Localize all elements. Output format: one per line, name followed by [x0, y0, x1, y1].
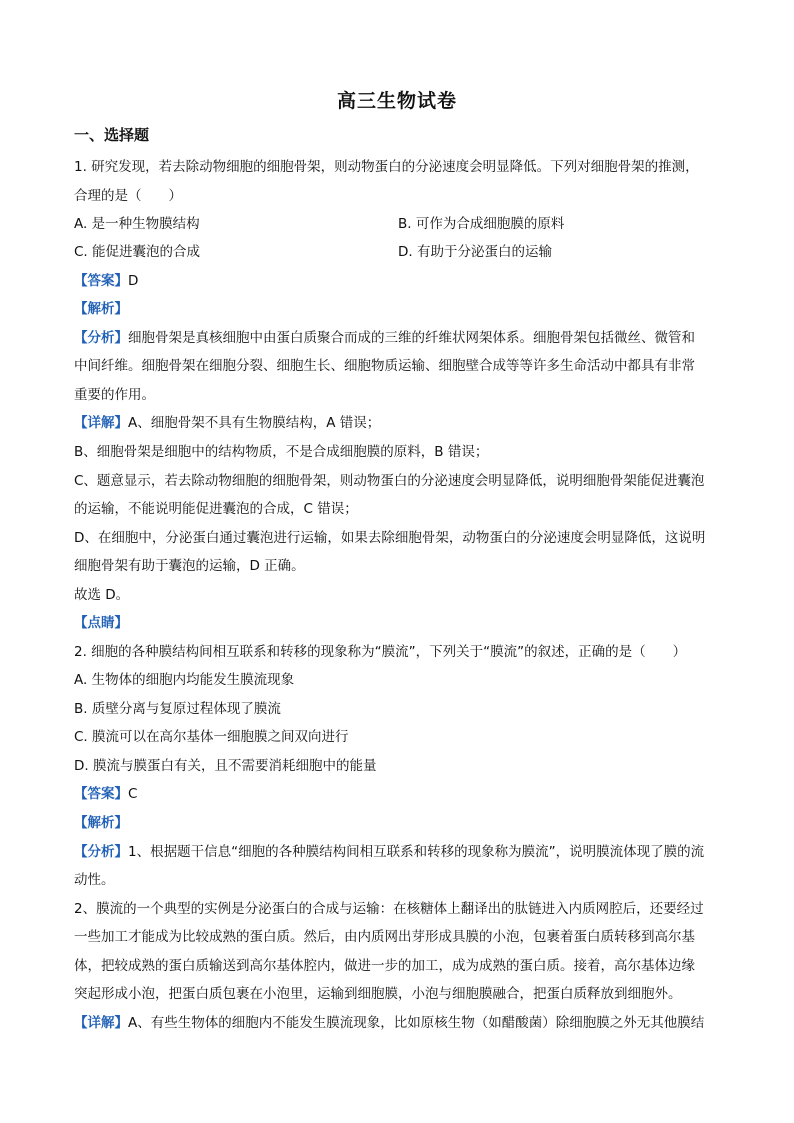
jiexi-tag: 【解析】 [74, 815, 128, 831]
q2-option-d: D. 膜流与膜蛋白有关，且不需要消耗细胞中的能量 [74, 758, 377, 774]
q1-option-a: A. 是一种生物膜结构 [74, 216, 200, 232]
xiangjie-tag: 【详解】 [74, 415, 128, 431]
jiexi-tag: 【解析】 [74, 301, 128, 317]
q1-explain-d2: 细胞骨架有助于囊泡的运输，D 正确。 [74, 558, 305, 574]
q1-choose: 故选 D。 [74, 587, 130, 603]
fenxi-text: 细胞骨架是真核细胞中由蛋白质聚合而成的三维的纤维状网架体系。细胞骨架包括微丝、微管和 [128, 330, 695, 346]
fenxi-tag: 【分析】 [74, 844, 128, 860]
dianjing-tag: 【点睛】 [74, 615, 128, 631]
q2-answer [74, 784, 734, 804]
answer-value: C [128, 786, 138, 802]
answer-value: D [128, 273, 139, 289]
section-heading: 一、选择题 [74, 126, 150, 144]
xiangjie-text: A、有些生物体的细胞内不能发生膜流现象，比如原核生物（如醋酸菌）除细胞膜之外无其他膜结 [128, 1015, 705, 1031]
q2-fenxi-2-line3: 体，把较成熟的蛋白质输送到高尔基体腔内，做进一步的加工，成为成熟的蛋白质。接着，高尔基体边缘 [74, 958, 695, 974]
q1-fenxi-line2: 中间纤维。细胞骨架在细胞分裂、细胞生长、细胞物质运输、细胞壁合成等等许多生命活动中都具有非常 [74, 358, 695, 374]
q2-fenxi-2-line2: 一些加工才能成为比较成熟的蛋白质。然后，由内质网出芽形成具膜的小泡，包裹着蛋白质转移到高尔基 [74, 929, 695, 945]
q2-fenxi-2-line1: 2、膜流的一个典型的实例是分泌蛋白的合成与运输：在核糖体上翻译出的肽链进入内质网腔后，还要经过 [74, 901, 704, 917]
q1-fenxi-line1 [74, 328, 734, 348]
q2-option-a: A. 生物体的细胞内均能发生膜流现象 [74, 672, 295, 688]
q2-fenxi-line2: 动性。 [74, 872, 115, 888]
q1-option-c: C. 能促进囊泡的合成 [74, 244, 201, 260]
fenxi-text: 1、根据题干信息“细胞的各种膜结构间相互联系和转移的现象称为膜流”，说明膜流体现了膜的流 [128, 844, 705, 860]
answer-tag: 【答案】 [74, 273, 128, 289]
q2-option-c: C. 膜流可以在高尔基体一细胞膜之间双向进行 [74, 729, 349, 745]
q1-option-b: B. 可作为合成细胞膜的原料 [398, 216, 565, 232]
q2-jiexi [74, 813, 734, 833]
q1-dianjing [74, 613, 734, 633]
q1-option-d: D. 有助于分泌蛋白的运输 [398, 244, 552, 260]
q2-xiangjie-line1 [74, 1013, 734, 1033]
q1-explain-c1: C、题意显示，若去除动物细胞的细胞骨架，则动物蛋白的分泌速度会明显降低，说明细胞骨架能促进囊泡 [74, 473, 705, 489]
q2-fenxi-line1 [74, 842, 734, 862]
q1-explain-d1: D、在细胞中，分泌蛋白通过囊泡进行运输，如果去除细胞骨架，动物蛋白的分泌速度会明显降低，这说明 [74, 530, 706, 546]
q1-explain-b: B、细胞骨架是细胞中的结构物质，不是合成细胞膜的原料，B 错误； [74, 444, 489, 460]
fenxi-tag: 【分析】 [74, 330, 128, 346]
q1-stem-line1: 1. 研究发现，若去除动物细胞的细胞骨架，则动物蛋白的分泌速度会明显降低。下列对细胞骨架的推测， [74, 159, 699, 175]
q1-jiexi [74, 299, 734, 319]
q1-explain-c2: 的运输，不能说明能促进囊泡的合成，C 错误； [74, 501, 358, 517]
q1-xiangjie-line1 [74, 413, 734, 433]
q2-fenxi-2-line4: 突起形成小泡，把蛋白质包裹在小泡里，运输到细胞膜，小泡与细胞膜融合，把蛋白质释放到细胞外。 [74, 986, 682, 1002]
q2-stem: 2. 细胞的各种膜结构间相互联系和转移的现象称为“膜流”，下列关于“膜流”的叙述，正确的是（ ） [74, 644, 687, 660]
q1-answer [74, 271, 734, 291]
xiangjie-text: A、细胞骨架不具有生物膜结构，A 错误； [128, 415, 381, 431]
q1-stem-line2: 合理的是（ ） [74, 188, 182, 204]
q2-option-b: B. 质壁分离与复原过程体现了膜流 [74, 701, 281, 717]
answer-tag: 【答案】 [74, 786, 128, 802]
page-title: 高三生物试卷 [336, 90, 457, 112]
q1-fenxi-line3: 重要的作用。 [74, 387, 155, 403]
xiangjie-tag: 【详解】 [74, 1015, 128, 1031]
